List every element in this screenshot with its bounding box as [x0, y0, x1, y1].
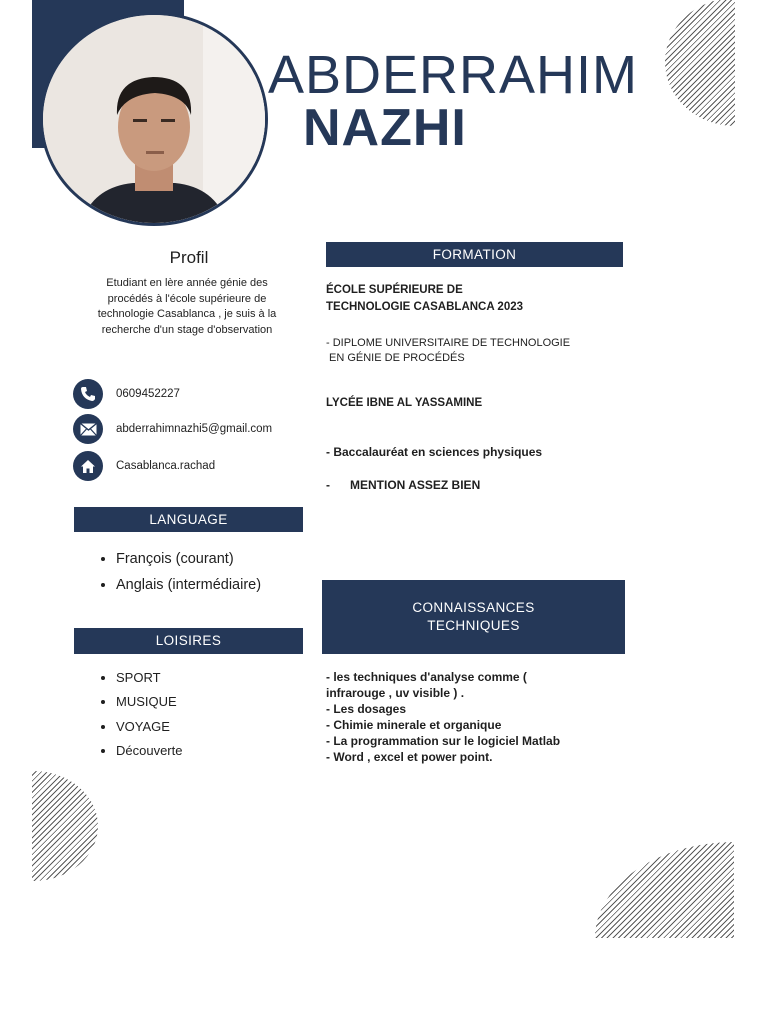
contact-phone-row	[73, 379, 180, 409]
last-name: NAZHI	[303, 99, 467, 157]
hatched-half-circle-left	[0, 771, 98, 881]
list-item: - les techniques d'analyse comme (	[326, 670, 527, 684]
loisirs-list	[100, 666, 182, 763]
diploma-line2: EN GÉNIE DE PROCÉDÉS	[329, 352, 465, 364]
list-item: - Word , excel et power point.	[326, 750, 493, 764]
loisirs-header: LOISIRES	[74, 628, 303, 654]
list-item: • VOYAGE	[116, 715, 182, 739]
email-address: abderrahimnazhi5@gmail.com	[116, 423, 273, 435]
school1-name-line2: TECHNOLOGIE CASABLANCA 2023	[326, 301, 524, 313]
home-icon	[73, 451, 103, 481]
list-item: • SPORT	[116, 666, 182, 690]
phone-icon	[73, 379, 103, 409]
profile-title: Profil	[169, 248, 209, 267]
profile-text: Etudiant en lère année génie des procédés à l'école supérieure de technologie Casablanca , je suis à la recherche d'un stage d'observation	[97, 277, 277, 336]
mail-icon	[73, 414, 103, 444]
contact-email-row	[73, 414, 272, 444]
tech-skills-title-line1: CONNAISSANCES	[412, 600, 535, 615]
list-item: • Découverte	[116, 739, 182, 763]
language-list	[100, 546, 261, 598]
person-portrait-icon	[43, 15, 265, 223]
list-item: infrarouge , uv visible ) .	[326, 686, 465, 700]
bac-diploma: - Baccalauréat en sciences physiques	[326, 445, 543, 459]
diploma-line1: - DIPLOME UNIVERSITAIRE DE TECHNOLOGIE	[326, 337, 571, 349]
list-item: - Les dosages	[326, 702, 407, 716]
list-item: • MUSIQUE	[116, 690, 182, 714]
language-header: LANGUAGE	[74, 507, 303, 532]
formation-header: FORMATION	[326, 242, 623, 267]
hatched-half-circle-bottom-right	[595, 842, 768, 1034]
profile-photo	[40, 12, 268, 226]
list-item: • François (courant)	[116, 546, 261, 572]
contact-address-row	[73, 451, 215, 481]
list-item: - La programmation sur le logiciel Matlab	[326, 734, 561, 748]
phone-number: 0609452227	[116, 388, 180, 400]
list-item: • Anglais (intermédiaire)	[116, 572, 261, 598]
school1-name-line1: ÉCOLE SUPÉRIEURE DE	[326, 284, 463, 296]
tech-skills-list	[326, 669, 560, 765]
school2-name: LYCÉE IBNE AL YASSAMINE	[326, 397, 483, 409]
hatched-half-circle-top-right	[665, 0, 768, 126]
tech-skills-title-line2: TECHNIQUES	[427, 618, 520, 633]
address: Casablanca.rachad	[116, 460, 216, 472]
list-item: - Chimie minerale et organique	[326, 718, 502, 732]
tech-skills-header	[322, 580, 625, 654]
bac-mention: - MENTION ASSEZ BIEN	[326, 478, 481, 492]
first-name: ABDERRAHIM	[268, 45, 639, 105]
